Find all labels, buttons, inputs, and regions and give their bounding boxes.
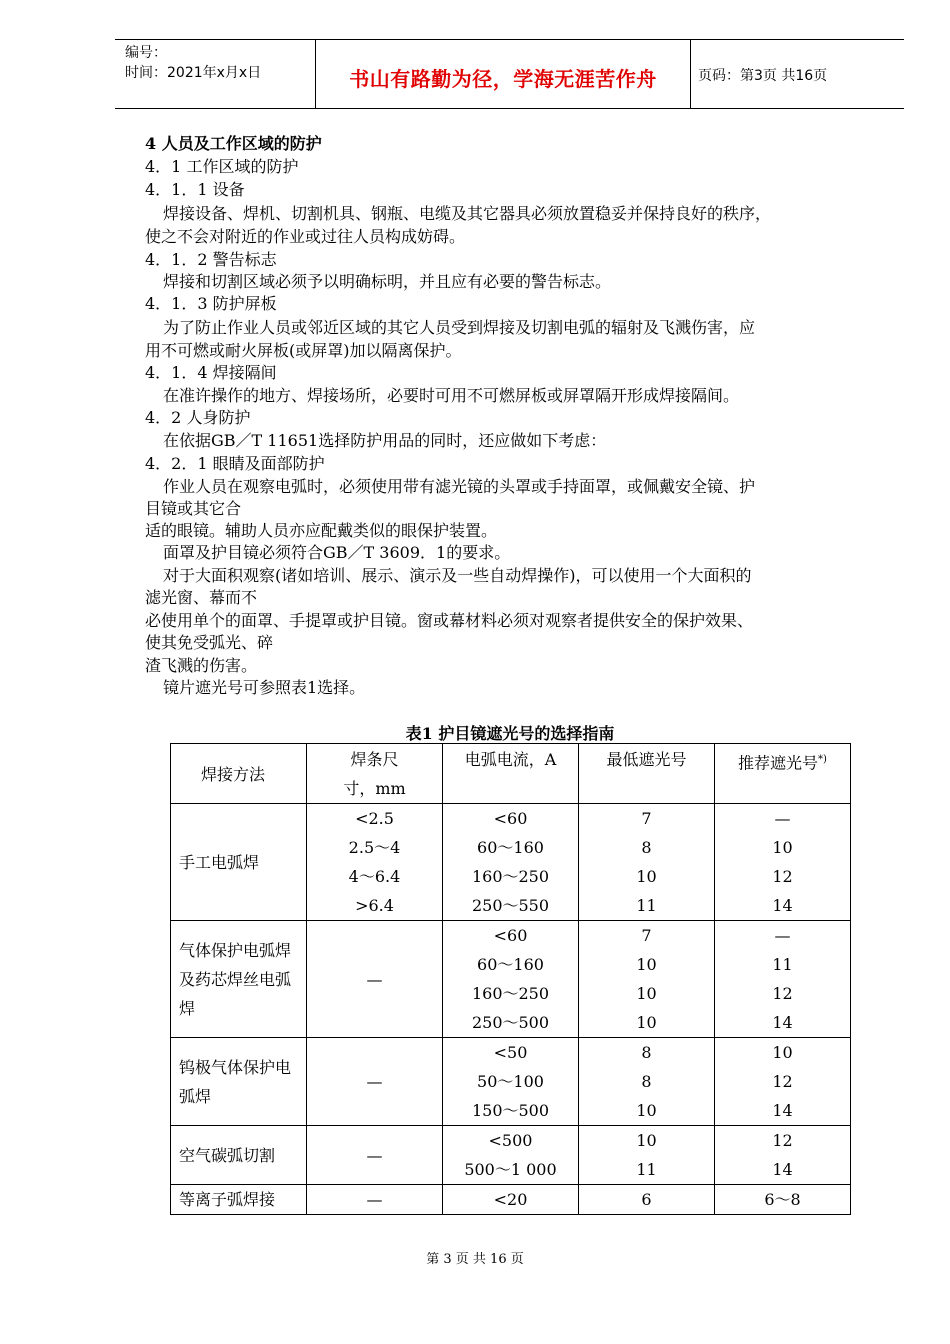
min-shade-cell: 10 11 <box>579 1126 715 1185</box>
header-rec-shade: 推荐遮光号*) <box>715 744 851 804</box>
table-row <box>171 1038 851 1126</box>
paragraph-line: 焊接设备、焊机、切割机具、钢瓶、电缆及其它器具必须放置稳妥并保持良好的秩序， <box>163 204 772 223</box>
size-cell: — <box>307 921 443 1038</box>
method-cell: 气体保护电弧焊及药芯焊丝电弧焊 <box>171 921 307 1038</box>
method-cell: 手工电弧焊 <box>171 804 307 921</box>
min-shade-cell: 7 8 10 11 <box>579 804 715 921</box>
rec-shade-cell: 12 14 <box>715 1126 851 1185</box>
table-row <box>171 1185 851 1215</box>
subsection-heading: 4．2 人身防护 <box>145 408 251 427</box>
clause-heading: 4．1．3 防护屏板 <box>145 294 277 313</box>
min-shade-cell: 8 8 10 <box>579 1038 715 1126</box>
clause-heading: 4．1．4 焊接隔间 <box>145 363 277 382</box>
number-label: 编号： <box>125 45 167 61</box>
page-footer: 第 3 页 共 16 页 <box>426 1252 524 1267</box>
paragraph-line: 镜片遮光号可参照表1选择。 <box>163 678 366 697</box>
subsection-heading: 4．1 工作区域的防护 <box>145 157 299 176</box>
table-row <box>171 1126 851 1185</box>
rec-shade-cell: 10 12 14 <box>715 1038 851 1126</box>
paragraph-line: 必使用单个的面罩、手提罩或护目镜。窗或幕材料必须对观察者提供安全的保护效果、 <box>145 611 754 630</box>
paragraph-line: 滤光窗、幕而不 <box>145 588 258 607</box>
page-info: 页码：第3页 共16页 <box>698 68 828 84</box>
shade-number-table <box>170 743 851 1215</box>
current-cell: <60 60～160 160～250 250～500 <box>443 921 579 1038</box>
paragraph-line: 在准许操作的地方、焊接场所，必要时可用不可燃屏板或屏罩隔开形成焊接隔间。 <box>163 386 740 405</box>
paragraph-line: 使之不会对附近的作业或过往人员构成妨碍。 <box>145 227 466 246</box>
method-cell: 钨极气体保护电弧焊 <box>171 1038 307 1126</box>
clause-heading: 4．1．2 警告标志 <box>145 250 277 269</box>
table-header-row <box>171 744 851 804</box>
header-arc-current: 电弧电流，A <box>443 744 579 804</box>
header-min-shade: 最低遮光号 <box>579 744 715 804</box>
current-cell: <500 500～1 000 <box>443 1126 579 1185</box>
footnote-mark: *) <box>818 754 827 765</box>
min-shade-cell: 7 10 10 10 <box>579 921 715 1038</box>
paragraph-line: 目镜或其它合 <box>145 499 242 518</box>
min-shade-cell: 6 <box>579 1185 715 1215</box>
header-meta-cell <box>115 40 315 108</box>
section-heading: 4 人员及工作区域的防护 <box>145 134 322 153</box>
header-rod-size: 焊条尺寸，mm <box>307 744 443 804</box>
size-cell: <2.5 2.5～4 4～6.4 >6.4 <box>307 804 443 921</box>
paragraph-line: 用不可燃或耐火屏板(或屏罩)加以隔离保护。 <box>145 341 462 360</box>
table-caption: 表1 护目镜遮光号的选择指南 <box>405 724 615 743</box>
current-cell: <50 50～100 150～500 <box>443 1038 579 1126</box>
paragraph-line: 使其免受弧光、碎 <box>145 633 274 652</box>
rec-shade-cell: 6～8 <box>715 1185 851 1215</box>
page-header <box>115 39 904 109</box>
table-row <box>171 804 851 921</box>
header-method: 焊接方法 <box>171 744 307 804</box>
paragraph-line: 为了防止作业人员或邻近区域的其它人员受到焊接及切割电弧的辐射及飞溅伤害，应 <box>163 318 756 337</box>
size-cell: — <box>307 1038 443 1126</box>
header-motto-cell <box>315 40 691 108</box>
paragraph-line: 对于大面积观察(诸如培训、展示、演示及一些自动焊操作)，可以使用一个大面积的 <box>163 566 752 585</box>
time-label: 时间：2021年x月x日 <box>125 65 262 81</box>
table-row <box>171 921 851 1038</box>
paragraph-line: 面罩及护目镜必须符合GB／T 3609．1的要求。 <box>163 543 511 562</box>
rec-shade-cell: — 10 12 14 <box>715 804 851 921</box>
method-cell: 等离子弧焊接 <box>171 1185 307 1215</box>
paragraph-line: 焊接和切割区域必须予以明确标明，并且应有必要的警告标志。 <box>163 272 612 291</box>
clause-heading: 4．1．1 设备 <box>145 180 245 199</box>
size-cell: — <box>307 1126 443 1185</box>
size-cell: — <box>307 1185 443 1215</box>
paragraph-line: 适的眼镜。辅助人员亦应配戴类似的眼保护装置。 <box>145 521 498 540</box>
current-cell: <60 60～160 160～250 250～550 <box>443 804 579 921</box>
paragraph-line: 作业人员在观察电弧时，必须使用带有滤光镜的头罩或手持面罩，或佩戴安全镜、护 <box>163 477 756 496</box>
current-cell: <20 <box>443 1185 579 1215</box>
method-cell: 空气碳弧切割 <box>171 1126 307 1185</box>
paragraph-line: 在依据GB／T 11651选择防护用品的同时，还应做如下考虑： <box>163 431 607 450</box>
header-page-cell <box>690 40 904 108</box>
motto-text: 书山有路勤为径，学海无涯苦作舟 <box>349 67 657 91</box>
clause-heading: 4．2．1 眼睛及面部防护 <box>145 454 325 473</box>
rec-shade-cell: — 11 12 14 <box>715 921 851 1038</box>
paragraph-line: 渣飞溅的伤害。 <box>145 656 258 675</box>
